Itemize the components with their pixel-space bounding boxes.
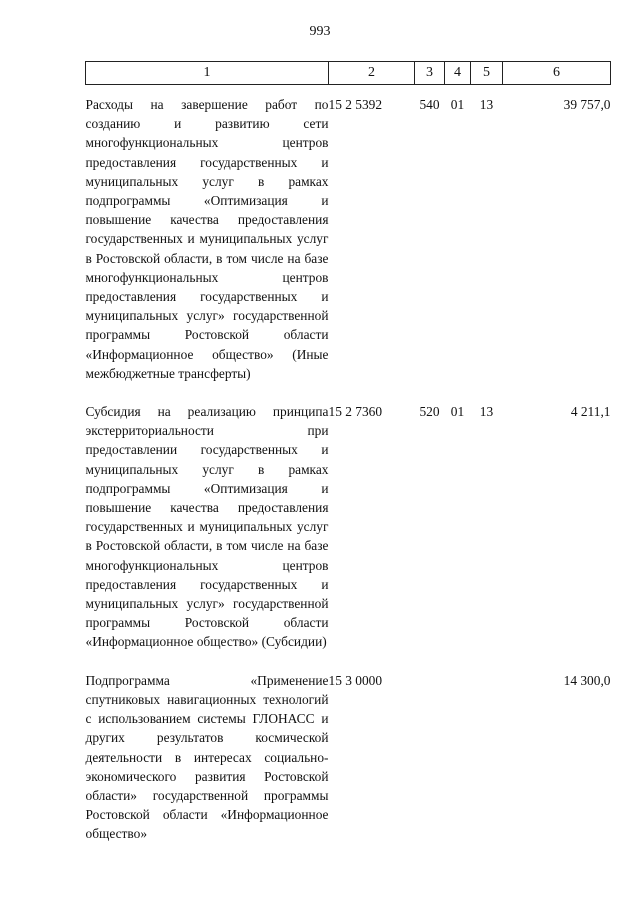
row-description: Расходы на завершение работ по созданию и развитию сети многофункциональных центров предоставления государственных и муниципальных услуг в рамках подпрограммы «Оптимизация и повышение качества предоставления государственных и муниципальных услуг в Ростовской области, в том числе на базе многофункциональных центров предоставления государственных и муниципальных услуг» государственной программы Ростовской области «Информационное общество» (Иные межбюджетные трансферты) xyxy=(85,97,329,381)
row-description: Подпрограмма «Применение спутниковых навигационных технологий с использованием системы ГЛОНАСС и других результатов космической деятельности в интересах социально-экономического развития Ростовской области» государственной программы Ростовской области «Информационное общество» xyxy=(85,672,329,842)
row-col4: 01 xyxy=(450,404,465,420)
table-header-row xyxy=(86,62,611,85)
row-amount: 14 300,0 xyxy=(563,672,611,688)
budget-table xyxy=(85,61,611,844)
row-spacer xyxy=(86,652,611,671)
row-col3: 520 xyxy=(419,404,440,420)
row-amount: 39 757,0 xyxy=(563,97,611,112)
row-col4: 01 xyxy=(450,97,465,112)
row-description: Субсидия на реализацию принципа экстерриториальности при предоставлении государственных и муниципальных услуг в рамках подпрограммы «Оптимизация и повышение качества предоставления государственных и муниципальных услуг в Ростовской области, в том числе на базе многофункциональных центров предоставления государственных и муниципальных услуг» государственной программы Ростовской области «Информационное общество» (Субсидии) xyxy=(85,404,329,650)
row-col3: 540 xyxy=(419,97,440,112)
row-col4 xyxy=(445,671,471,844)
row-spacer xyxy=(86,383,611,402)
row-col5 xyxy=(471,671,503,844)
row-amount: 4 211,1 xyxy=(570,404,611,420)
row-code: 15 2 5392 xyxy=(328,97,383,112)
row-code: 15 3 0000 xyxy=(328,672,383,688)
row-col5: 13 xyxy=(479,97,494,112)
table-row xyxy=(86,402,611,652)
column-header: 2 xyxy=(329,62,415,85)
page-number: 993 xyxy=(309,24,331,39)
row-col5: 13 xyxy=(479,404,494,420)
row-code: 15 2 7360 xyxy=(328,404,383,420)
table-row xyxy=(86,671,611,844)
table-row xyxy=(86,85,611,384)
column-header: 1 xyxy=(86,62,329,85)
column-header: 3 xyxy=(415,62,445,85)
row-col3 xyxy=(415,671,445,844)
column-header: 6 xyxy=(503,62,611,85)
column-header: 5 xyxy=(471,62,503,85)
column-header: 4 xyxy=(445,62,471,85)
